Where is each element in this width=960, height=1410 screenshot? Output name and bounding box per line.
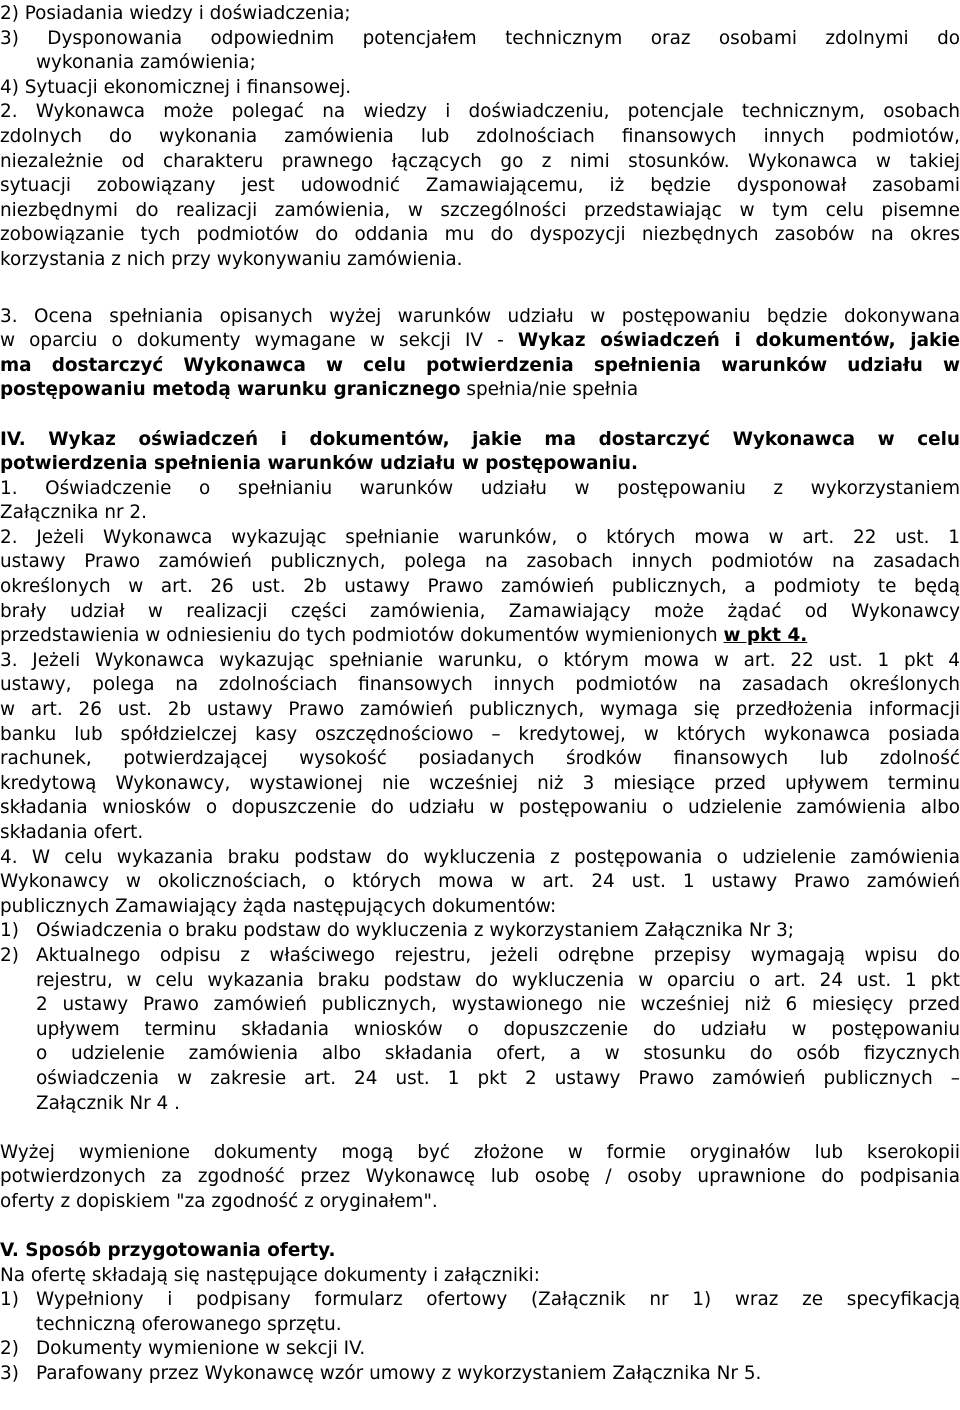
list-text: Dokumenty wymienione w sekcji IV. — [36, 1338, 366, 1360]
list-item — [0, 1288, 960, 1337]
list-text: o udzielenie zamówienia albo składania ofert, a w stosunku do osób fizycznych — [36, 1043, 960, 1065]
section-heading: V. Sposób przygotowania oferty. — [0, 1240, 336, 1262]
paragraph-line: określonych w art. 26 ust. 2b ustawy Prawo zamówień publicznych, a podmioty te będą — [0, 576, 960, 598]
list-item — [0, 1362, 960, 1387]
list-text: Aktualnego odpisu z właściwego rejestru, jeżeli odrębne przepisy wymagają wpisu do — [36, 944, 960, 966]
paragraph-line: 2. Wykonawca może polegać na wiedzy i doświadczeniu, potencjale technicznym, osobach — [0, 101, 960, 123]
paragraph-line: składania wniosków o dopuszczenie do udziału w postępowaniu o udzielenie zamówienia albo — [0, 797, 960, 819]
paragraph-line — [0, 378, 960, 403]
paragraph-line: sytuacji zobowiązany jest udowodnić Zamawiającemu, iż będzie dysponował zasobami — [0, 175, 960, 197]
paragraph-line: Załącznika nr 2. — [0, 502, 147, 524]
bold-reference: Wykaz oświadczeń i dokumentów, jakie — [517, 330, 960, 352]
list-number: 1) — [0, 920, 19, 942]
paragraph-line: Wyżej wymienione dokumenty mogą być złożone w formie oryginałów lub kserokopii — [0, 1141, 960, 1163]
paragraph-line: Na ofertę składają się następujące dokumenty i załączniki: — [0, 1264, 540, 1286]
paragraph-line: brały udział w realizacji części zamówienia, Zamawiający może żądać od Wykonawcy — [0, 600, 960, 622]
paragraph-line: ustawy, polega na zdolnościach finansowych innych podmiotów na zasadach określonych — [0, 674, 960, 696]
list-text: Załącznik Nr 4 . — [36, 1092, 180, 1114]
paragraph-line: kredytową Wykonawcy, wystawionej nie wcześniej niż 3 miesiące przed upływem terminu — [0, 772, 960, 794]
list-text: 2 ustawy Prawo zamówień publicznych, wystawionego nie wcześniej niż 6 miesięcy przed — [36, 994, 960, 1016]
bold-reference: postępowaniu metodą warunku granicznego — [0, 379, 461, 401]
list-text: oświadczenia w zakresie art. 24 ust. 1 pkt 2 ustawy Prawo zamówień publicznych – — [36, 1067, 960, 1089]
condition-item: 4) Sytuacji ekonomicznej i finansowej. — [0, 76, 352, 98]
paragraph-line: zobowiązanie tych podmiotów do oddania mu do dyspozycji niezbędnych zasobów na okres — [0, 224, 960, 246]
condition-item-continuation: wykonania zamówienia; — [36, 52, 256, 74]
section-v — [0, 1239, 960, 1387]
paragraph-line: 2. Jeżeli Wykonawca wykazując spełnianie warunków, o których mowa w art. 22 ust. 1 — [0, 526, 960, 548]
paragraph-line: niezbędnymi do realizacji zamówienia, w szczególności przedstawiając w tym celu pisemne — [0, 199, 960, 221]
list-item — [0, 1337, 960, 1362]
list-number: 2) — [0, 944, 19, 966]
list-text: Oświadczenia o braku podstaw do wykluczenia z wykorzystaniem Załącznika Nr 3; — [36, 920, 794, 942]
list-item — [0, 919, 960, 944]
paragraph-line: Wykonawcy w okolicznościach, o których mowa w art. 24 ust. 1 ustawy Prawo zamówień — [0, 871, 960, 893]
bold-reference: ma dostarczyć Wykonawca w celu potwierdzenia spełnienia warunków udziału w — [0, 354, 960, 376]
paragraph-line: składania ofert. — [0, 822, 144, 843]
list-item — [0, 944, 960, 1116]
point-reference: w pkt 4. — [723, 625, 808, 647]
condition-item: 3) Dysponowania odpowiednim potencjałem technicznym oraz osobami zdolnymi do — [0, 27, 960, 49]
paragraph-line: potwierdzonych za zgodność przez Wykonawcę lub osobę / osoby uprawnione do podpisania — [0, 1166, 960, 1188]
paragraph-line: 3. Jeżeli Wykonawca wykazując spełnianie warunku, o którym mowa w art. 22 ust. 1 pkt 4 — [0, 649, 960, 671]
paragraph-3 — [0, 305, 960, 403]
paragraph-text: w oparciu o dokumenty wymagane w sekcji IV - — [0, 330, 518, 352]
paragraph-2 — [0, 100, 960, 272]
list-text: techniczną oferowanego sprzętu. — [36, 1313, 342, 1335]
list-number: 3) — [0, 1363, 19, 1385]
paragraph-line: oferty z dopiskiem "za zgodność z oryginałem". — [0, 1190, 438, 1212]
paragraph-line — [0, 329, 960, 354]
list-number: 1) — [0, 1289, 19, 1311]
condition-item: 2) Posiadania wiedzy i doświadczenia; — [0, 3, 351, 24]
list-text: Parafowany przez Wykonawcę wzór umowy z wykorzystaniem Załącznika Nr 5. — [36, 1363, 762, 1385]
list-text: rejestru, w celu wykazania braku podstaw do wykluczenia w oparciu o art. 24 ust. 1 pkt — [36, 969, 960, 991]
section-heading: potwierdzenia spełnienia warunków udziału w postępowaniu. — [0, 453, 638, 475]
paragraph-line: 4. W celu wykazania braku podstaw do wykluczenia z postępowania o udzielenie zamówienia — [0, 846, 960, 868]
list-text: Wypełniony i podpisany formularz ofertowy (Załącznik nr 1) wraz ze specyfikacją — [36, 1289, 960, 1311]
paragraph-line: ustawy Prawo zamówień publicznych, polega na zasobach innych podmiotów na zasadach — [0, 551, 960, 573]
paragraph-line: rachunek, potwierdzającej wysokość posiadanych środków finansowych lub zdolność — [0, 748, 960, 770]
paragraph-line: niezależnie od charakteru prawnego łączących go z nimi stosunków. Wykonawca w takiej — [0, 150, 960, 172]
section-iv — [0, 428, 960, 1215]
paragraph-line: 3. Ocena spełniania opisanych wyżej warunków udziału w postępowaniu będzie dokonywana — [0, 305, 960, 327]
list-text: upływem terminu składania wniosków o dopuszczenie do udziału w postępowaniu — [36, 1018, 960, 1040]
paragraph-line: korzystania z nich przy wykonywaniu zamówienia. — [0, 248, 463, 270]
paragraph-line: banku lub spółdzielczej kasy oszczędnościowo – kredytowej, w których wykonawca posiada — [0, 723, 960, 745]
list-number: 2) — [0, 1338, 19, 1360]
paragraph-line: publicznych Zamawiający żąda następujących dokumentów: — [0, 895, 557, 917]
section-heading: IV. Wykaz oświadczeń i dokumentów, jakie ma dostarczyć Wykonawca w celu — [0, 428, 960, 450]
paragraph-line: 1. Oświadczenie o spełnianiu warunków udziału w postępowaniu z wykorzystaniem — [0, 477, 960, 499]
paragraph-line — [0, 624, 960, 649]
paragraph-text: przedstawienia w odniesieniu do tych podmiotów dokumentów wymienionych — [0, 625, 724, 647]
paragraph-line: zdolnych do wykonania zamówienia lub zdolnościach finansowych innych podmiotów, — [0, 125, 960, 147]
paragraph-text: spełnia/nie spełnia — [460, 379, 639, 401]
paragraph-line: w art. 26 ust. 2b ustawy Prawo zamówień publicznych, wymaga się przedłożenia informacji — [0, 699, 960, 721]
